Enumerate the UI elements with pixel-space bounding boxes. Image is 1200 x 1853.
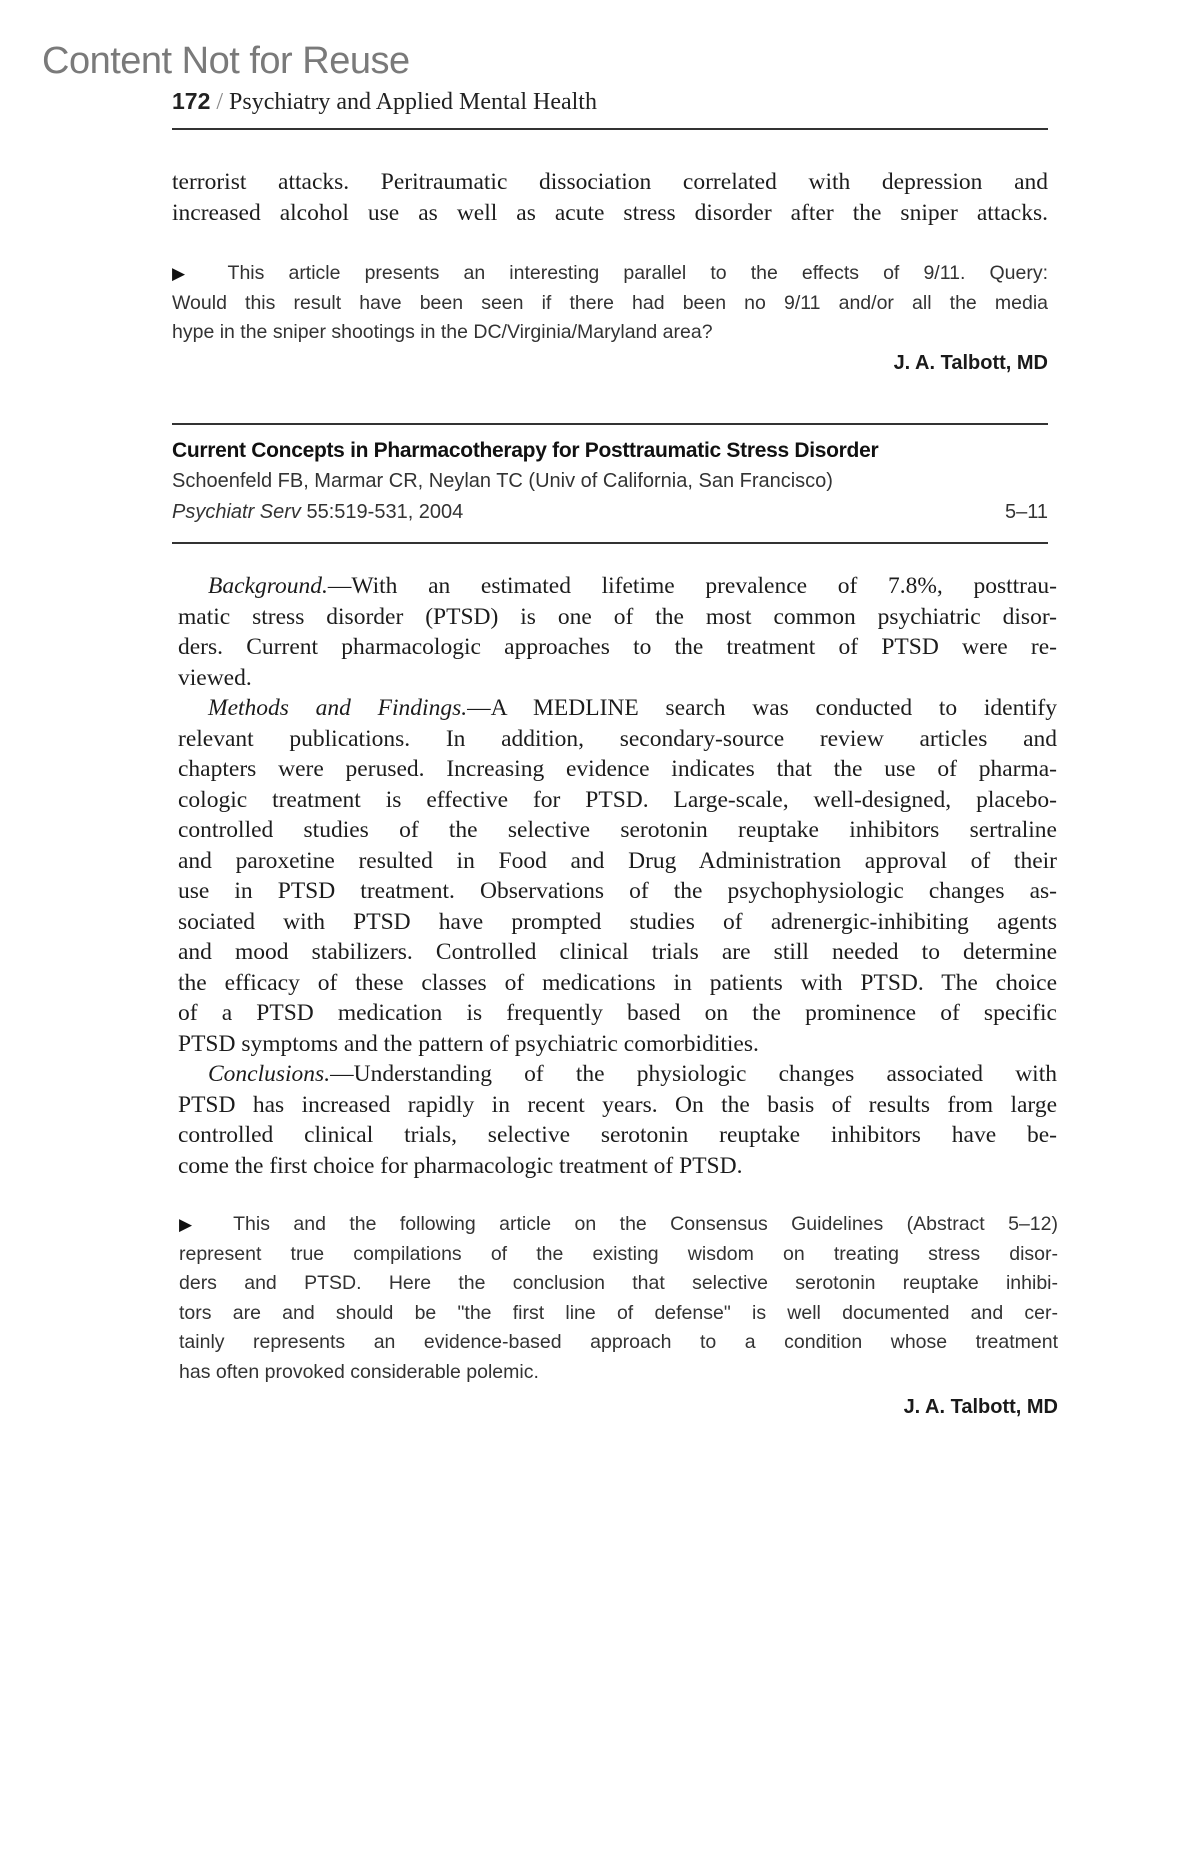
abstract-number: 5–11 xyxy=(1004,501,1048,523)
text-line: —With an estimated lifetime prevalence of 7.8%, posttrau- xyxy=(327,573,1057,599)
running-header xyxy=(172,88,597,116)
text-line: controlled studies of the selective serotonin reuptake inhibitors sertraline xyxy=(178,817,1057,843)
abstract-body xyxy=(178,571,1057,1181)
text-line: sociated with PTSD have prompted studies of adrenergic-inhibiting agents xyxy=(178,908,1057,935)
header-separator: / xyxy=(216,89,224,115)
running-title: Psychiatry and Applied Mental Health xyxy=(229,89,597,115)
page-number: 172 xyxy=(172,88,211,114)
text-line: viewed. xyxy=(178,664,252,691)
text-line: represent true compilations of the existing wisdom on treating stress disor- xyxy=(179,1242,1058,1265)
text-line: ders and PTSD. Here the conclusion that selective serotonin reuptake inhibi- xyxy=(179,1272,1058,1294)
text-line: Would this result have been seen if there had been no 9/11 and/or all the media xyxy=(172,291,1048,314)
triangle-right-icon: ▶ xyxy=(172,264,204,283)
article-title: Current Concepts in Pharmacotherapy for Posttraumatic Stress Disorder xyxy=(172,439,879,462)
text-line: —A MEDLINE search was conducted to identify xyxy=(467,695,1057,721)
article-bottom-rule xyxy=(172,542,1048,544)
text-line: matic stress disorder (PTSD) is one of the most common psychiatric disor- xyxy=(178,603,1057,630)
text-line: cologic treatment is effective for PTSD. Large-scale, well-designed, placebo- xyxy=(178,786,1057,813)
text-line: relevant publications. In addition, secondary-source review articles and xyxy=(178,725,1057,752)
editor-comment-2 xyxy=(179,1210,1058,1387)
header-rule xyxy=(172,128,1048,130)
comment-signature: J. A. Talbott, MD xyxy=(903,1396,1058,1418)
text-line: tors are and should be "the first line of defense" is well documented and cer- xyxy=(179,1301,1058,1324)
article-top-rule xyxy=(172,423,1048,425)
text-line: hype in the sniper shootings in the DC/Virginia/Maryland area? xyxy=(172,321,713,343)
text-line: controlled clinical trials, selective serotonin reuptake inhibitors have be- xyxy=(178,1122,1057,1148)
text-line: PTSD symptoms and the pattern of psychiatric comorbidities. xyxy=(178,1030,759,1057)
text-line: increased alcohol use as well as acute stress disorder after the sniper attacks. xyxy=(172,199,1048,226)
text-line: —Understanding of the physiologic changes associated with xyxy=(330,1061,1057,1087)
journal-name: Psychiatr Serv xyxy=(172,501,301,523)
text-line: and paroxetine resulted in Food and Drug Administration approval of their xyxy=(178,847,1057,874)
text-line: has often provoked considerable polemic. xyxy=(179,1360,539,1383)
text-line: terrorist attacks. Peritraumatic dissociation correlated with depression and xyxy=(172,169,1048,195)
article-authors: Schoenfeld FB, Marmar CR, Neylan TC (Univ of California, San Francisco) xyxy=(172,470,833,492)
background-label: Background. xyxy=(208,573,328,599)
text-line: and mood stabilizers. Controlled clinical trials are still needed to determine xyxy=(178,939,1057,965)
text-line: ders. Current pharmacologic approaches to the treatment of PTSD were re- xyxy=(178,634,1057,660)
text-line: tainly represents an evidence-based approach to a condition whose treatment xyxy=(179,1331,1058,1353)
journal-citation: 55:519-531, 2004 xyxy=(300,501,464,523)
text-line: This and the following article on the Consensus Guidelines (Abstract 5–12) xyxy=(233,1213,1058,1235)
continued-paragraph xyxy=(172,167,1048,228)
text-line: PTSD has increased rapidly in recent years. On the basis of results from large xyxy=(178,1091,1057,1118)
text-line: come the first choice for pharmacologic treatment of PTSD. xyxy=(178,1152,743,1179)
article-citation xyxy=(172,436,1048,528)
text-line: This article presents an interesting parallel to the effects of 9/11. Query: xyxy=(227,262,1049,284)
journal-line xyxy=(172,497,1048,528)
comment-signature: J. A. Talbott, MD xyxy=(893,352,1048,374)
conclusions-label: Conclusions. xyxy=(208,1061,331,1087)
text-line: use in PTSD treatment. Observations of the psychophysiologic changes as- xyxy=(178,878,1057,904)
text-line: chapters were perused. Increasing evidence indicates that the use of pharma- xyxy=(178,756,1057,782)
watermark: Content Not for Reuse xyxy=(42,40,410,82)
editor-comment-1 xyxy=(172,259,1048,348)
text-line: the efficacy of these classes of medications in patients with PTSD. The choice xyxy=(178,969,1057,996)
text-line: of a PTSD medication is frequently based on the prominence of specific xyxy=(178,1000,1057,1026)
methods-label: Methods and Findings. xyxy=(208,695,468,721)
triangle-right-icon: ▶ xyxy=(179,1215,211,1234)
